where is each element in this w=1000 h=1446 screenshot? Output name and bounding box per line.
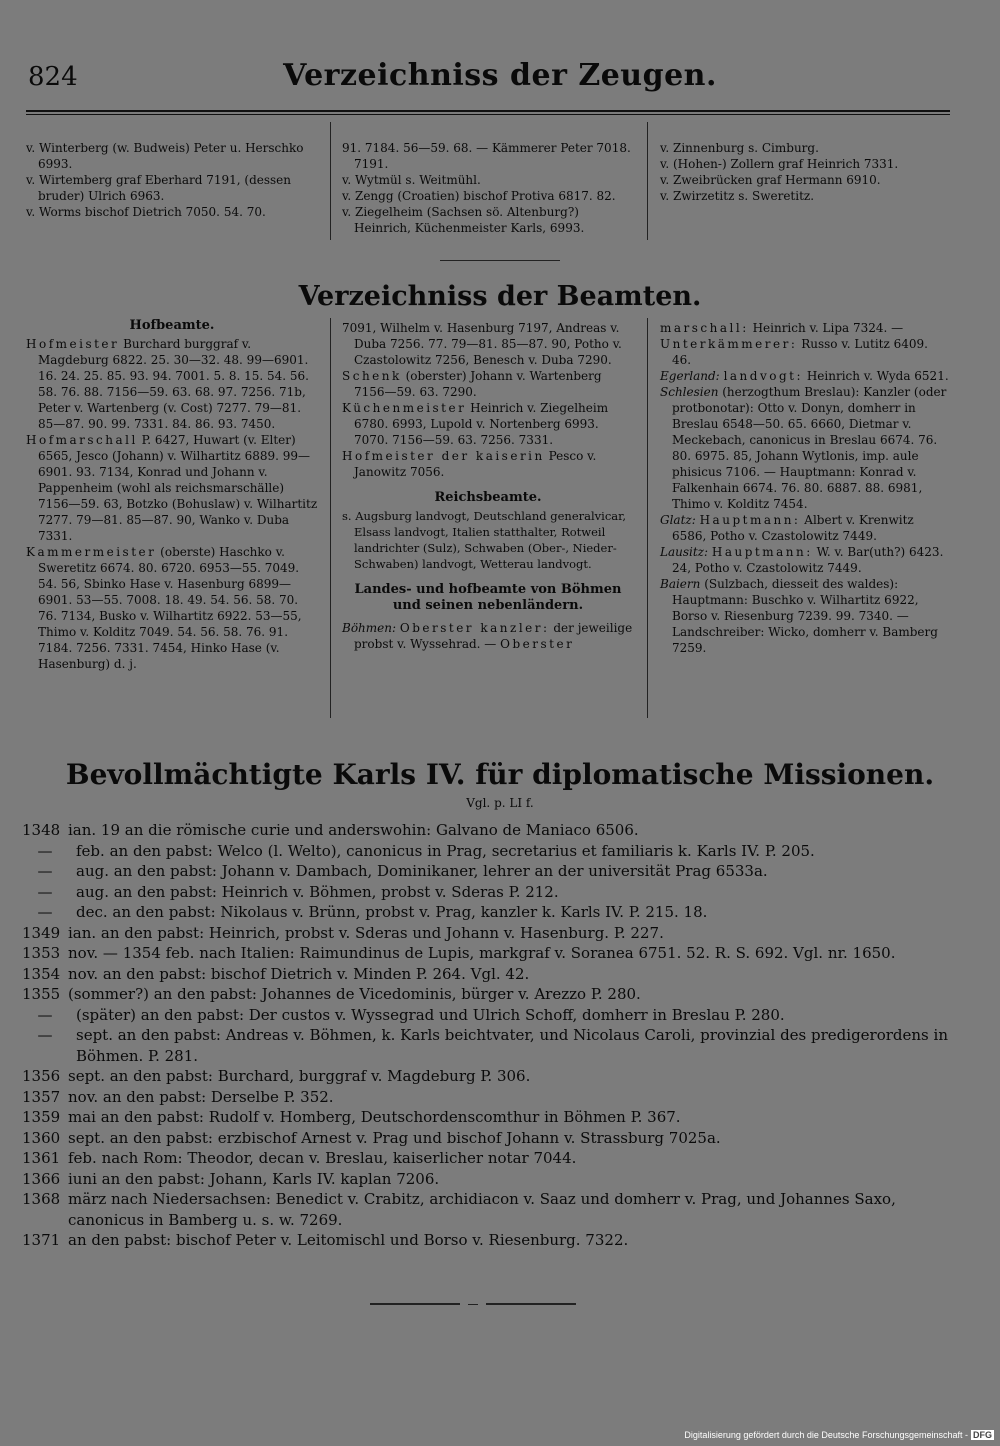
zeugen-column-1	[26, 140, 318, 220]
entry: Schenk (oberster) Johann v. Wartenberg 7156—59. 63. 7290.	[342, 369, 602, 399]
page-number: 824	[28, 62, 78, 92]
subsection-heading: Hofbeamte.	[129, 318, 215, 333]
list-item: — aug. an den pabst: Heinrich v. Böhmen, probst v. Sderas P. 212.	[37, 882, 559, 901]
entry: marschall: Heinrich v. Lipa 7324. —	[660, 321, 904, 335]
list-item: 1366 iuni an den pabst: Johann, Karls IV. kaplan 7206.	[22, 1169, 440, 1188]
list-item: 1371 an den pabst: bischof Peter v. Leitomischl und Borso v. Riesenburg. 7322.	[22, 1231, 629, 1249]
list-item: 1348 ian. 19 an die römische curie und anderswohin: Galvano de Maniaco 6506.	[22, 821, 639, 839]
list-item: 1359 mai an den pabst: Rudolf v. Homberg, Deutschordenscomthur in Böhmen P. 367.	[22, 1108, 681, 1126]
entry: 91. 7184. 56—59. 68. — Kämmerer Peter 7018. 7191.	[342, 141, 631, 171]
subsection-heading: Reichsbeamte.	[434, 490, 542, 505]
zeugen-column-3	[660, 140, 950, 204]
header-rule	[26, 110, 950, 115]
entry: Kammermeister (oberste) Haschko v. Sweretitz 6674. 80. 6720. 6953—55. 7049. 54. 56, Sbinko Hase v. Hasenburg 6899—6901. 53—55. 7008. 18. 49. 54. 56. 58. 70. 76. 7134, Busko v. Wilhartitz 6922. 53—55, Thimo v. Kolditz 7049. 54. 56. 58. 76. 91. 7184. 7256. 7331. 7454, Hinko Hase (v. Hasenburg) d. j.	[26, 545, 302, 671]
subsection-heading: Landes- und hofbeamte von Böhmen und seinen nebenländern.	[354, 582, 622, 613]
entry: Hofmeister der kaiserin Pesco v. Janowitz 7056.	[342, 449, 597, 479]
entry: Baiern (Sulzbach, diesseit des waldes): Hauptmann: Buschko v. Wilhartitz 6922, Borso v. Riesenburg 7239. 99. 7340. — Landschreiber: Wicko, domherr v. Bamberg 7259.	[660, 577, 938, 655]
entry: Hofmarschall P. 6427, Huwart (v. Elter) 6565, Jesco (Johann) v. Wilhartitz 6889. 99—6901. 93. 7134, Konrad und Johann v. Pappenheim (wohl als reichsmarschälle) 7156—59. 63, Botzko (Bohuslaw) v. Wilhartitz 7277. 79—81. 85—87. 90, Wanko v. Duba 7331.	[26, 433, 318, 543]
dfg-logo: DFG	[973, 1430, 992, 1440]
beamten-column-3	[660, 320, 950, 656]
list-item: 1361 feb. nach Rom: Theodor, decan v. Breslau, kaiserlicher notar 7044.	[22, 1149, 577, 1167]
list-item: — dec. an den pabst: Nikolaus v. Brünn, probst v. Prag, kanzler k. Karls IV. P. 215. 18.	[37, 903, 708, 921]
list-item: 1353 nov. — 1354 feb. nach Italien: Raimundinus de Lupis, markgraf v. Soranea 6751. 52. R. S. 692. Vgl. nr. 1650.	[22, 944, 896, 962]
entry: v. Zweibrücken graf Hermann 6910.	[660, 173, 881, 187]
missions-list	[22, 820, 952, 1251]
entry: v. Ziegelheim (Sachsen sö. Altenburg?) Heinrich, Küchenmeister Karls, 6993.	[342, 205, 585, 235]
entry: Küchenmeister Heinrich v. Ziegelheim 6780. 6993, Lupold v. Nortenberg 6993. 7070. 7156—59. 63. 7256. 7331.	[342, 401, 609, 447]
list-item: 1349 ian. an den pabst: Heinrich, probst v. Sderas und Johann v. Hasenburg. P. 227.	[22, 923, 664, 942]
list-item: 1355 (sommer?) an den pabst: Johannes de Vicedominis, bürger v. Arezzo P. 280.	[22, 985, 641, 1003]
entry: v. Zengg (Croatien) bischof Protiva 6817. 82.	[342, 189, 616, 203]
entry: v. Wirtemberg graf Eberhard 7191, (dessen bruder) Ulrich 6963.	[26, 173, 292, 203]
entry: s. Augsburg landvogt, Deutschland generalvicar, Elsass landvogt, Italien statthalter, Rotweil landrichter (Sulz), Schwaben (Ober-, Nieder-Schwaben) landvogt, Wetterau landvogt.	[342, 509, 627, 571]
digitization-footer: Digitalisierung gefördert durch die Deutsche Forschungsgemeinschaft - DFG	[684, 1430, 992, 1440]
entry: Unterkämmerer: Russo v. Lutitz 6409. 46.	[660, 337, 928, 367]
zeugen-column-2	[342, 140, 634, 236]
end-rule	[486, 1303, 576, 1305]
entry: v. Worms bischof Dietrich 7050. 54. 70.	[26, 205, 266, 219]
section-title-beamten: Verzeichniss der Beamten.	[298, 281, 702, 312]
list-item: — aug. an den pabst: Johann v. Dambach, Dominikaner, lehrer an der universität Prag 6533a.	[37, 862, 768, 880]
entry: v. Zinnenburg s. Cimburg.	[660, 141, 819, 155]
entry: Hofmeister Burchard burggraf v. Magdeburg 6822. 25. 30—32. 48. 99—6901. 16. 24. 25. 85. 93. 94. 7001. 5. 8. 15. 54. 56. 58. 76. 88. 7156—59. 63. 68. 97. 7256. 71b, Peter v. Wartenberg (v. Cost) 7277. 79—81. 85—87. 90. 99. 7331. 84. 86. 93. 7450.	[26, 337, 309, 431]
entry: v. Zwirzetitz s. Sweretitz.	[660, 189, 815, 203]
column-divider	[330, 318, 331, 718]
entry: Schlesien (herzogthum Breslau): Kanzler (oder protbonotar): Otto v. Donyn, domherr in Breslau 6548—50. 65. 6660, Dietmar v. Meckebach, canonicus in Breslau 6674. 76. 80. 6975. 85, Johann Wytlonis, imp. aule phisicus 7106. — Hauptmann: Konrad v. Falkenhain 6674. 76. 80. 6887. 88. 6981, Thimo v. Kolditz 7454.	[660, 385, 947, 511]
beamten-column-2	[342, 320, 634, 652]
end-rule	[468, 1304, 478, 1305]
entry: Egerland: landvogt: Heinrich v. Wyda 6521.	[660, 369, 949, 383]
end-rule	[370, 1303, 460, 1305]
list-item: 1357 nov. an den pabst: Derselbe P. 352.	[22, 1087, 334, 1106]
list-item: 1354 nov. an den pabst: bischof Dietrich v. Minden P. 264. Vgl. 42.	[22, 964, 530, 983]
entry: Lausitz: Hauptmann: W. v. Bar(uth?) 6423. 24, Potho v. Czastolowitz 7449.	[660, 545, 944, 575]
column-divider	[647, 122, 648, 240]
entry: 7091, Wilhelm v. Hasenburg 7197, Andreas v. Duba 7256. 77. 79—81. 85—87. 90, Potho v. Czastolowitz 7256, Benesch v. Duba 7290.	[342, 321, 622, 367]
entry: Glatz: Hauptmann: Albert v. Krenwitz 6586, Potho v. Czastolowitz 7449.	[660, 513, 914, 543]
page-title: Verzeichniss der Zeugen.	[283, 58, 717, 93]
list-item: — sept. an den pabst: Andreas v. Böhmen, k. Karls beichtvater, und Nicolaus Caroli, provinzial des predigerordens in Böhmen. P. 281.	[37, 1026, 948, 1065]
column-divider	[330, 122, 331, 240]
list-item: 1360 sept. an den pabst: erzbischof Arnest v. Prag und bischof Johann v. Strassburg 7025a.	[22, 1128, 721, 1147]
entry: Böhmen: Oberster kanzler: der jeweilige probst v. Wyssehrad. — Oberster	[342, 621, 633, 651]
list-item: 1356 sept. an den pabst: Burchard, burggraf v. Magdeburg P. 306.	[22, 1067, 531, 1085]
entry: v. (Hohen-) Zollern graf Heinrich 7331.	[660, 157, 899, 171]
column-divider	[647, 318, 648, 718]
entry: v. Winterberg (w. Budweis) Peter u. Herschko 6993.	[26, 141, 304, 171]
list-item: — (später) an den pabst: Der custos v. Wyssegrad und Ulrich Schoff, domherr in Breslau P. 280.	[37, 1005, 785, 1024]
list-item: 1368 märz nach Niedersachsen: Benedict v. Crabitz, archidiacon v. Saaz und domherr v. Prag, und Johannes Saxo, canonicus in Bamberg u. s. w. 7269.	[22, 1190, 896, 1229]
section-rule	[440, 260, 560, 261]
entry: v. Wytmül s. Weitmühl.	[342, 173, 481, 187]
section-title-missions: Bevollmächtigte Karls IV. für diplomatische Missionen.	[65, 758, 935, 791]
missions-note: Vgl. p. LI f.	[466, 796, 534, 810]
beamten-column-1	[26, 318, 318, 672]
list-item: — feb. an den pabst: Welco (l. Welto), canonicus in Prag, secretarius et familiaris k. Karls IV. P. 205.	[37, 841, 815, 860]
